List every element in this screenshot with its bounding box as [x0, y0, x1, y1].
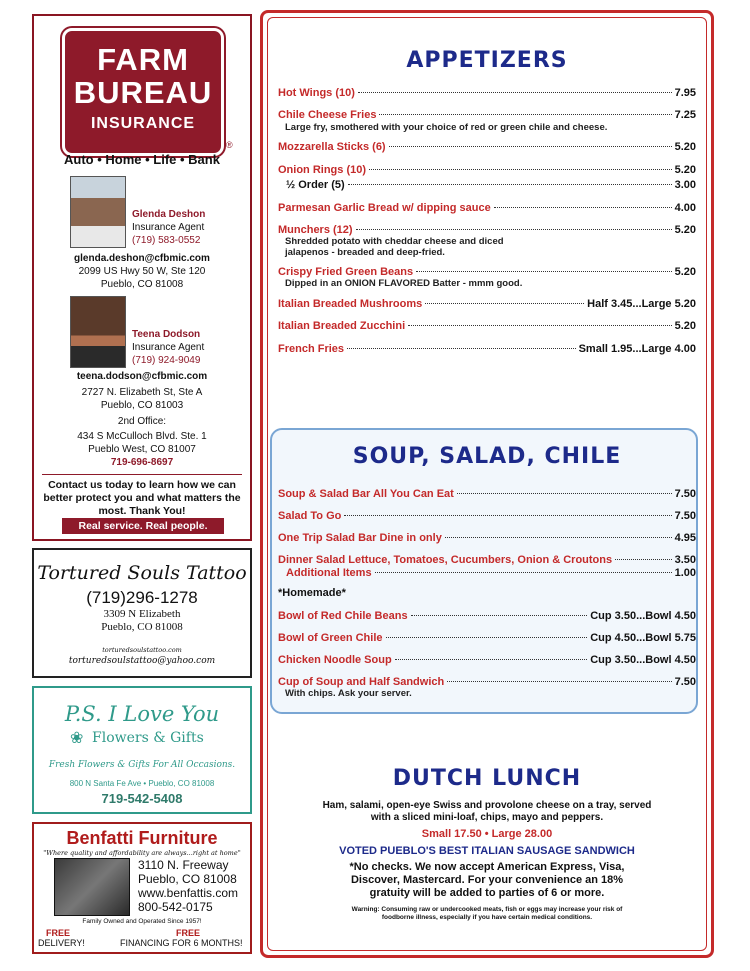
warning-line2: foodborne illness, especially if you have certain medical conditions.: [381, 914, 593, 921]
menu-item: Dinner Salad Lettuce, Tomatoes, Cucumbers, Onion & Croutons 3.50: [278, 554, 696, 566]
menu-item: Italian Breaded Mushrooms Half 3.45...Large 5.20: [278, 298, 696, 310]
free-delivery-text: DELIVERY!: [38, 938, 85, 948]
agent2-addr1: 2727 N. Elizabeth St, Ste A: [81, 387, 203, 398]
soup-title: SOUP, SALAD, CHILE: [352, 444, 622, 469]
agent1-email: glenda.deshon@cfbmic.com: [74, 253, 210, 264]
free-delivery-label: FREE: [46, 928, 71, 938]
farm-bureau-logo: [62, 28, 224, 156]
policy-line2: Discover, Mastercard. For your convenience an 18%: [350, 874, 624, 886]
menu-item: Cup of Soup and Half Sandwich 7.50: [278, 676, 696, 688]
farm-bureau-ad: [32, 14, 252, 541]
agent1-name: Glenda Deshon: [132, 209, 206, 220]
menu-item: Bowl of Green Chile Cup 4.50...Bowl 5.75: [278, 632, 696, 644]
tattoo-addr2: Pueblo, CO 81008: [101, 621, 183, 633]
flowers-addr: 800 N Santa Fe Ave • Pueblo, CO 81008: [69, 779, 215, 788]
agent2-addr2: Pueblo, CO 81003: [100, 400, 184, 411]
menu-item: Onion Rings (10) 5.20: [278, 164, 696, 176]
menu-item: Soup & Salad Bar All You Can Eat 7.50: [278, 488, 696, 500]
office-label: 2nd Office:: [117, 416, 167, 427]
free-financing-text: FINANCING FOR 6 MONTHS!: [120, 938, 243, 948]
policy-line3: gratuity will be added to parties of 6 or more.: [369, 887, 605, 899]
contact-message: Contact us today to learn how we can better protect you and what matters the most. Thank You!: [42, 474, 242, 518]
menu-item: French Fries Small 1.95...Large 4.00: [278, 343, 696, 355]
furniture-since: Family Owned and Operated Since 1957!: [82, 918, 202, 925]
item-desc: Large fry, smothered with your choice of red or green chile and cheese.: [285, 122, 608, 133]
flowers-sub: Flowers & Gifts: [92, 730, 204, 746]
menu-item: One Trip Salad Bar Dine in only 4.95: [278, 532, 696, 544]
furniture-tag: "Where quality and affordability are always...right at home": [43, 849, 241, 857]
appetizers-title: APPETIZERS: [406, 48, 568, 73]
agent1-info: [132, 208, 205, 247]
menu-item: Bowl of Red Chile Beans Cup 3.50...Bowl 4.50: [278, 610, 696, 622]
agent2-name: Teena Dodson: [132, 329, 201, 340]
homemade-label: *Homemade*: [278, 587, 346, 599]
dutch-desc1: Ham, salami, open-eye Swiss and provolone cheese on a tray, served: [322, 800, 652, 811]
menu-item: Crispy Fried Green Beans 5.20: [278, 266, 696, 278]
agent1-addr2: Pueblo, CO 81008: [100, 279, 184, 290]
office-phone: 719-696-8697: [110, 457, 174, 468]
tattoo-web: torturedsoulstattoo.com: [102, 646, 182, 654]
item-desc: Shredded potato with cheddar cheese and diced: [285, 236, 504, 247]
furniture-web: www.benfattis.com: [138, 886, 239, 900]
tattoo-ad: [32, 548, 252, 678]
menu-item: Italian Breaded Zucchini 5.20: [278, 320, 696, 332]
free-financing-label: FREE: [176, 928, 201, 938]
office-addr2: Pueblo West, CO 81007: [88, 444, 196, 455]
agent1-phone: (719) 583-0552: [132, 235, 201, 246]
tattoo-email: torturedsoulstattoo@yahoo.com: [68, 656, 216, 666]
registered-mark: ®: [226, 140, 233, 150]
furniture-ad: [32, 822, 252, 954]
furniture-name: Benfatti Furniture: [66, 828, 218, 848]
farm-tagline: Auto • Home • Life • Bank: [64, 152, 220, 167]
logo-line2: BUREAU: [73, 75, 213, 110]
agent2-title: Insurance Agent: [132, 342, 205, 353]
agent2-phone: (719) 924-9049: [132, 355, 201, 366]
flowers-phone: 719-542-5408: [101, 791, 183, 806]
agent2-email: teena.dodson@cfbmic.com: [76, 371, 208, 382]
agent1-addr1: 2099 US Hwy 50 W, Ste 120: [78, 266, 206, 277]
menu-item: Chicken Noodle Soup Cup 3.50...Bowl 4.50: [278, 654, 696, 666]
menu-item: Munchers (12) 5.20: [278, 224, 696, 236]
logo-line3: INSURANCE: [90, 115, 196, 132]
menu-item: Chile Cheese Fries 7.25: [278, 109, 696, 121]
warning-line1: Warning: Consuming raw or undercooked meats, fish or eggs may increase your risk of: [351, 906, 623, 913]
furniture-addr1: 3110 N. Freeway: [138, 858, 229, 872]
dutch-desc2: with a sliced mini-loaf, chips, mayo and peppers.: [370, 812, 604, 823]
menu-item: Additional Items 1.00: [286, 567, 696, 579]
flower-icon: ❀: [70, 730, 84, 747]
menu-item: Mozzarella Sticks (6) 5.20: [278, 141, 696, 153]
dutch-title: DUTCH LUNCH: [392, 766, 582, 791]
policy-line1: *No checks. We now accept American Express, Visa,: [349, 861, 625, 873]
furniture-addr2: Pueblo, CO 81008: [138, 872, 237, 886]
agent2-info: [132, 328, 204, 367]
agent2-photo: [70, 296, 126, 368]
menu-item: Hot Wings (10) 7.95: [278, 87, 696, 99]
flowers-tag: Fresh Flowers & Gifts For All Occasions.: [48, 760, 236, 770]
menu-item: Parmesan Garlic Bread w/ dipping sauce 4.00: [278, 202, 696, 214]
furniture-info: [138, 858, 238, 914]
furniture-photo: [54, 858, 130, 916]
tattoo-addr1: 3309 N Elizabeth: [103, 608, 181, 620]
tattoo-name: Tortured Souls Tattoo: [37, 562, 247, 584]
flowers-ad: [32, 686, 252, 814]
dutch-price: Small 17.50 • Large 28.00: [421, 828, 553, 840]
flowers-name: P.S. I Love You: [64, 702, 220, 726]
tattoo-phone: (719)296-1278: [86, 588, 198, 607]
agent1-title: Insurance Agent: [132, 222, 205, 233]
farm-slogan: Real service. Real people.: [62, 518, 224, 534]
voted-banner: VOTED PUEBLO'S BEST ITALIAN SAUSAGE SANDWICH: [339, 845, 635, 857]
menu-item: Salad To Go 7.50: [278, 510, 696, 522]
item-desc: jalapenos - breaded and deep-fried.: [285, 247, 445, 258]
furniture-phone: 800-542-0175: [138, 900, 213, 914]
item-desc: Dipped in an ONION FLAVORED Batter - mmm good.: [285, 278, 523, 289]
menu-item: ½ Order (5) 3.00: [286, 179, 696, 191]
logo-line1: FARM: [97, 42, 189, 77]
agent1-photo: [70, 176, 126, 248]
office-addr1: 434 S McCulloch Blvd. Ste. 1: [77, 431, 207, 442]
item-desc: With chips. Ask your server.: [285, 688, 412, 699]
